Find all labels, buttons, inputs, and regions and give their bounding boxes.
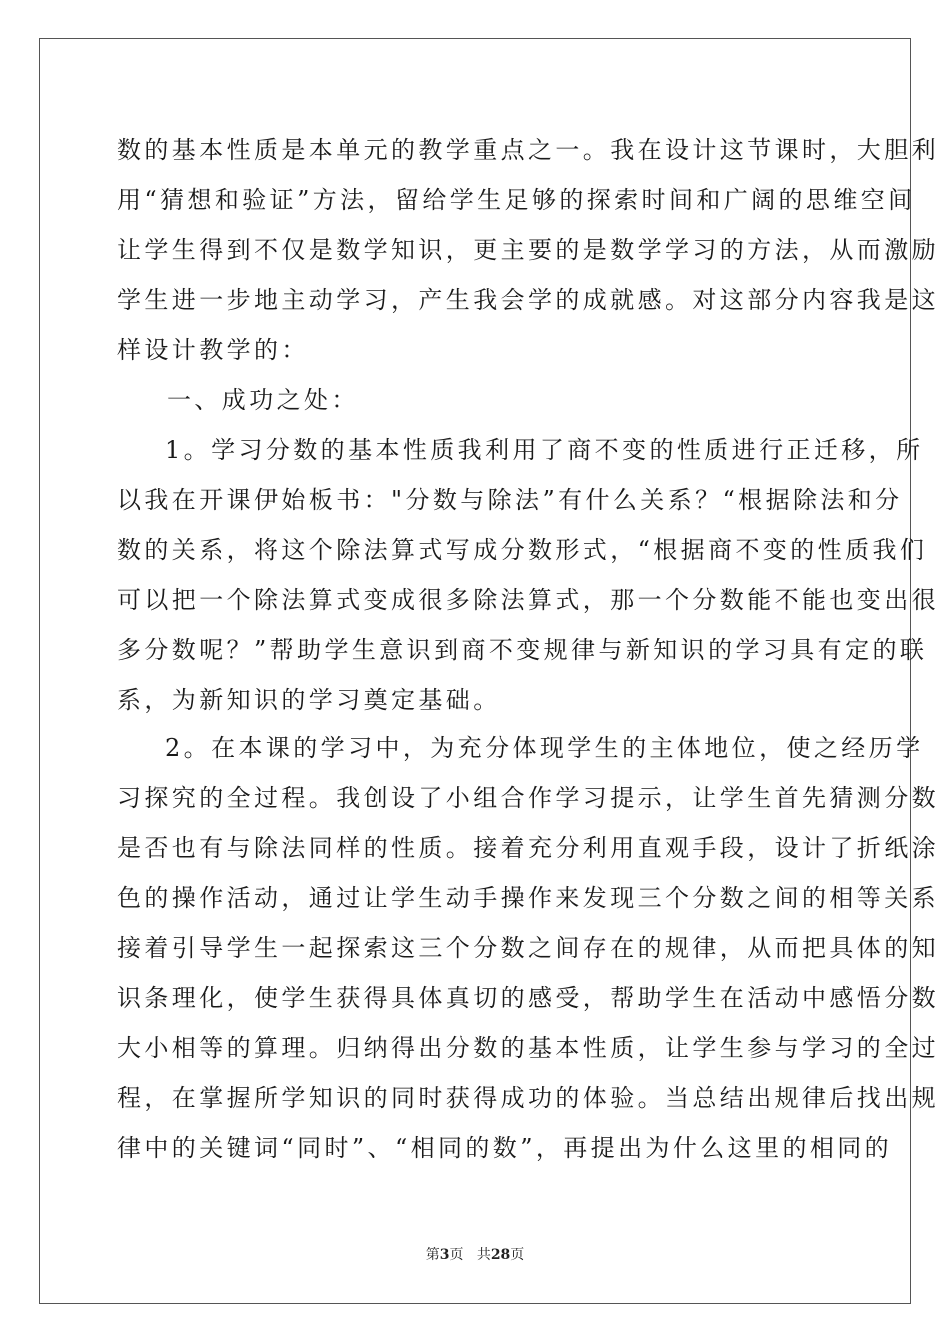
text-line: 是否也有与除法同样的性质。接着充分利用直观手段，设计了折纸涂	[117, 834, 939, 862]
text-line: 系，为新知识的学习奠定基础。	[117, 686, 501, 714]
text-line: 识条理化，使学生获得具体真切的感受，帮助学生在活动中感悟分数	[117, 984, 939, 1012]
text-line: 多分数呢？”帮助学生意识到商不变规律与新知识的学习具有定的联	[117, 636, 928, 664]
text-line: 色的操作活动，通过让学生动手操作来发现三个分数之间的相等关系	[117, 884, 939, 912]
text-line: 以我在开课伊始板书："分数与除法”有什么关系？“根据除法和分	[117, 486, 903, 514]
text-line: 习探究的全过程。我创设了小组合作学习提示，让学生首先猜测分数	[117, 784, 939, 812]
total-pages: 28	[490, 1247, 511, 1263]
text-line: 程，在掌握所学知识的同时获得成功的体验。当总结出规律后找出规	[117, 1084, 939, 1112]
text-line: 接着引导学生一起探索这三个分数之间存在的规律，从而把具体的知	[117, 934, 939, 962]
page-number: 3	[439, 1247, 450, 1263]
text-line: 2。在本课的学习中，为充分体现学生的主体地位，使之经历学	[165, 734, 924, 762]
text-line: 大小相等的算理。归纳得出分数的基本性质，让学生参与学习的全过	[117, 1034, 939, 1062]
total-suffix: 页	[510, 1247, 525, 1263]
text-line: 用“猜想和验证”方法，留给学生足够的探索时间和广阔的思维空间	[117, 186, 916, 214]
text-line: 数的基本性质是本单元的教学重点之一。我在设计这节课时，大胆利	[117, 136, 939, 164]
text-line: 数的关系，将这个除法算式写成分数形式，“根据商不变的性质我们	[117, 536, 928, 564]
text-line: 1。学习分数的基本性质我利用了商不变的性质进行正迁移，所	[165, 436, 924, 464]
text-line: 让学生得到不仅是数学知识，更主要的是数学学习的方法，从而激励	[117, 236, 939, 264]
page-suffix: 页	[449, 1247, 464, 1263]
text-line: 可以把一个除法算式变成很多除法算式，那一个分数能不能也变出很	[117, 586, 939, 614]
page-footer	[0, 1244, 950, 1264]
page-prefix: 第	[425, 1247, 440, 1263]
text-line: 样设计教学的：	[117, 336, 309, 364]
section-heading: 一、成功之处：	[167, 386, 359, 414]
text-line: 律中的关键词“同时”、“相同的数”，再提出为什么这里的相同的	[117, 1134, 893, 1162]
total-prefix: 共	[476, 1247, 491, 1263]
text-line: 学生进一步地主动学习，产生我会学的成就感。对这部分内容我是这	[117, 286, 939, 314]
